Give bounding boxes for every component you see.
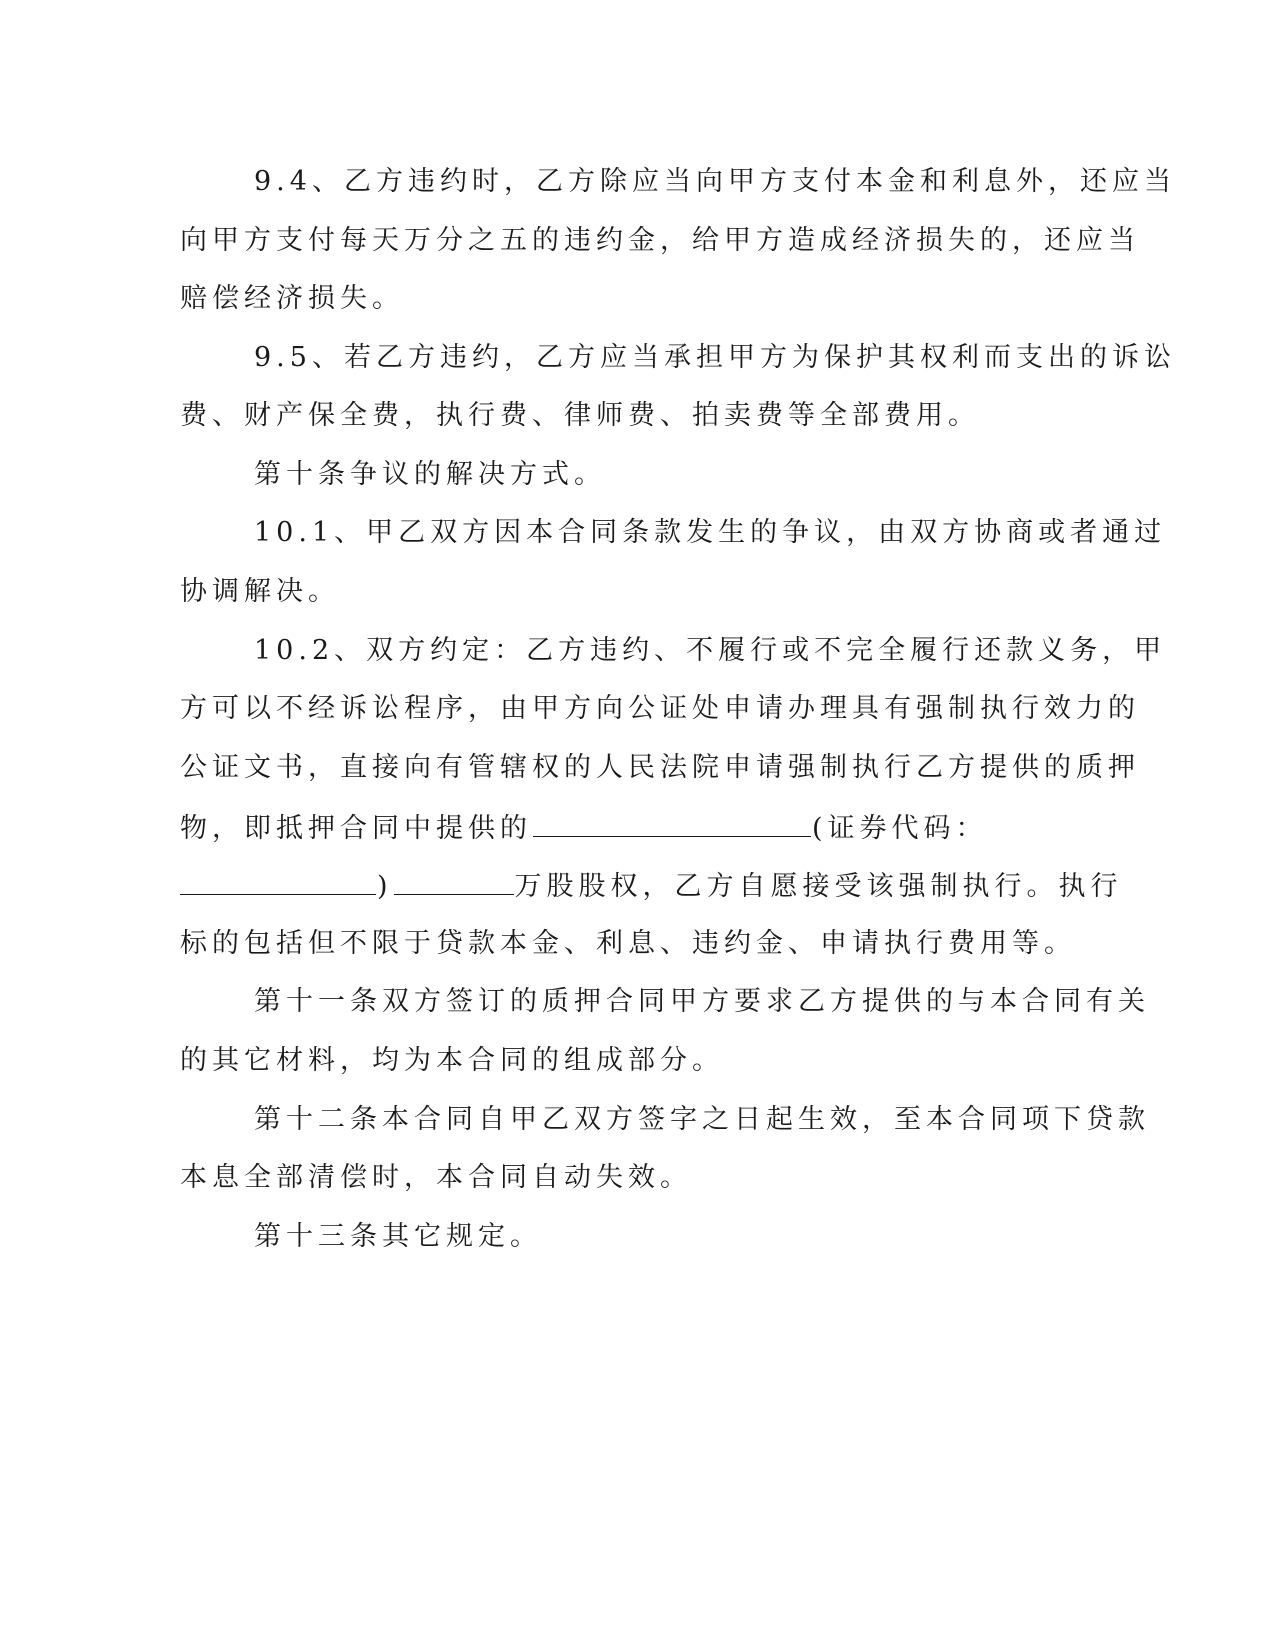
collateral-name-blank — [533, 810, 811, 837]
article-10-heading: 第十条争议的解决方式。 — [254, 459, 606, 490]
paragraph-10-2-line-5 — [180, 868, 1123, 904]
paragraph-10-1-line-2: 协调解决。 — [180, 576, 340, 607]
paragraph-9-4-line-2: 向甲方支付每天万分之五的违约金，给甲方造成经济损失的，还应当 — [180, 225, 1140, 256]
share-count-blank — [394, 868, 514, 895]
collateral-text: 物，即抵押合同中提供的 — [180, 813, 532, 844]
securities-code-label: (证券代码： — [812, 813, 988, 844]
paragraph-9-5-line-1: 9.5、若乙方违约，乙方应当承担甲方为保护其权利而支出的诉讼 — [254, 342, 1176, 373]
article-11-line-2: 的其它材料，均为本合同的组成部分。 — [180, 1045, 724, 1076]
paragraph-10-2-line-4 — [180, 810, 1040, 846]
article-11-line-1: 第十一条双方签订的质押合同甲方要求乙方提供的与本合同有关 — [254, 986, 1150, 1017]
article-13-heading: 第十三条其它规定。 — [254, 1221, 542, 1252]
paragraph-10-2-line-2: 方可以不经诉讼程序，由甲方向公证处申请办理具有强制执行效力的 — [180, 693, 1140, 724]
paragraph-10-1-line-1: 10.1、甲乙双方因本合同条款发生的争议，由双方协商或者通过 — [254, 517, 1167, 548]
paragraph-10-2-line-3: 公证文书，直接向有管辖权的人民法院申请强制执行乙方提供的质押 — [180, 752, 1140, 783]
close-paren: ) — [377, 871, 393, 902]
share-equity-text: 万股股权，乙方自愿接受该强制执行。执行 — [514, 871, 1123, 902]
securities-code-blank — [180, 868, 376, 895]
article-12-line-1: 第十二条本合同自甲乙双方签字之日起生效，至本合同项下贷款 — [254, 1104, 1150, 1135]
paragraph-9-4-line-1: 9.4、乙方违约时，乙方除应当向甲方支付本金和利息外，还应当 — [254, 166, 1176, 197]
paragraph-9-5-line-2: 费、财产保全费，执行费、律师费、拍卖费等全部费用。 — [180, 400, 980, 431]
paragraph-10-2-line-1: 10.2、双方约定：乙方违约、不履行或不完全履行还款义务，甲 — [254, 635, 1167, 666]
paragraph-9-4-line-3: 赔偿经济损失。 — [180, 283, 404, 314]
paragraph-10-2-line-6: 标的包括但不限于贷款本金、利息、违约金、申请执行费用等。 — [180, 928, 1076, 959]
article-12-line-2: 本息全部清偿时，本合同自动失效。 — [180, 1162, 692, 1193]
